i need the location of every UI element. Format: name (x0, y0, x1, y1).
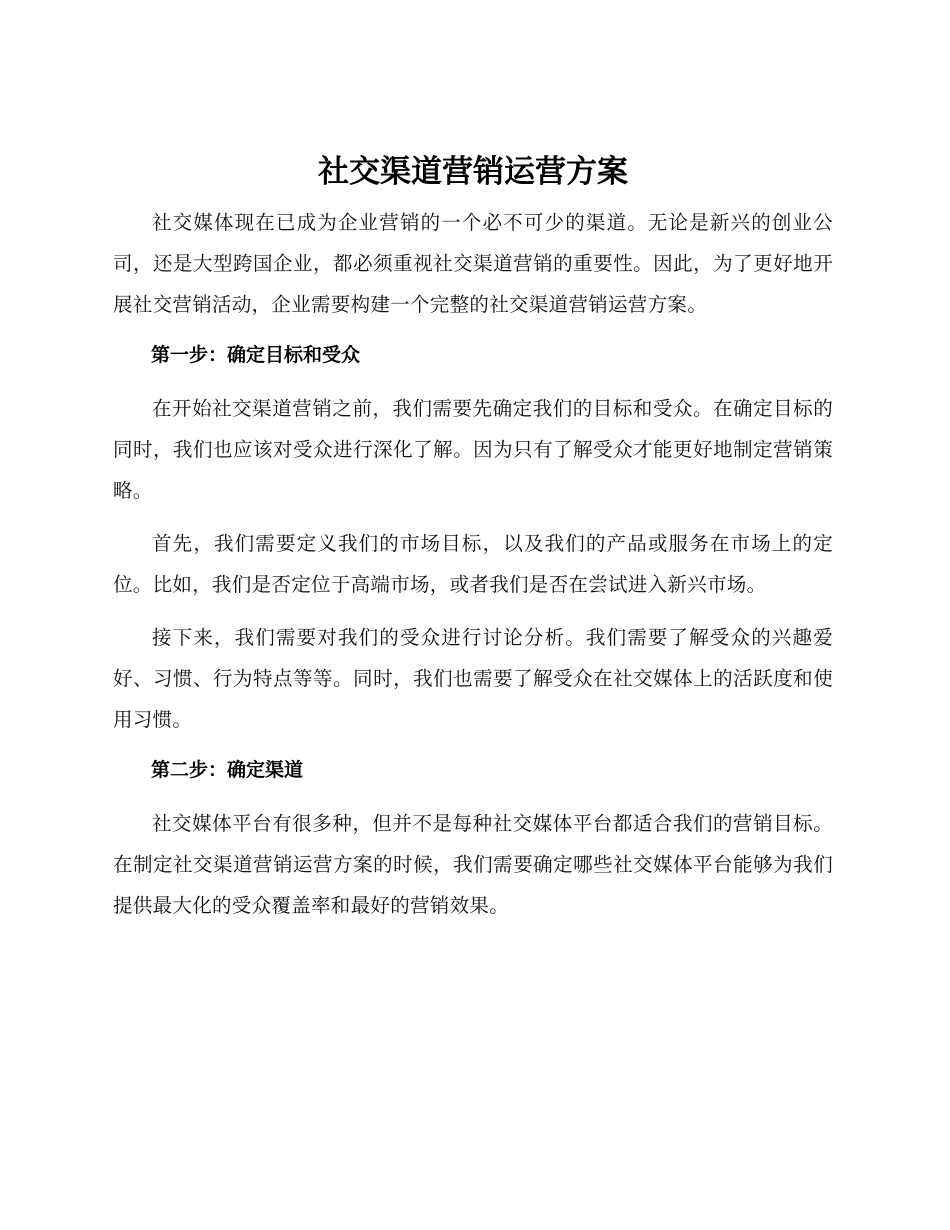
section-1-paragraph-3: 接下来，我们需要对我们的受众进行讨论分析。我们需要了解受众的兴趣爱好、习惯、行为特点等等。同时，我们也需要了解受众在社交媒体上的活跃度和使用习惯。 (113, 626, 833, 731)
section-heading-step-2: 第二步：确定渠道 (151, 759, 304, 781)
section-1-paragraph-2: 首先，我们需要定义我们的市场目标，以及我们的产品或服务在市场上的定位。比如，我们是否定位于高端市场，或者我们是否在尝试进入新兴市场。 (113, 532, 833, 596)
section-2-paragraph-1: 社交媒体平台有很多种，但并不是每种社交媒体平台都适合我们的营销目标。在制定社交渠道营销运营方案的时候，我们需要确定哪些社交媒体平台能够为我们提供最大化的受众覆盖率和最好的营销效果。 (113, 812, 833, 917)
document-title: 社交渠道营销运营方案 (318, 154, 628, 190)
section-heading-step-1: 第一步：确定目标和受众 (151, 344, 361, 366)
document-content (113, 148, 833, 926)
intro-paragraph: 社交媒体现在已成为企业营销的一个必不可少的渠道。无论是新兴的创业公司，还是大型跨国企业，都必须重视社交渠道营销的重要性。因此，为了更好地开展社交营销活动，企业需要构建一个完整的社交渠道营销运营方案。 (113, 211, 833, 316)
section-1-paragraph-1: 在开始社交渠道营销之前，我们需要先确定我们的目标和受众。在确定目标的同时，我们也应该对受众进行深化了解。因为只有了解受众才能更好地制定营销策略。 (113, 397, 833, 502)
